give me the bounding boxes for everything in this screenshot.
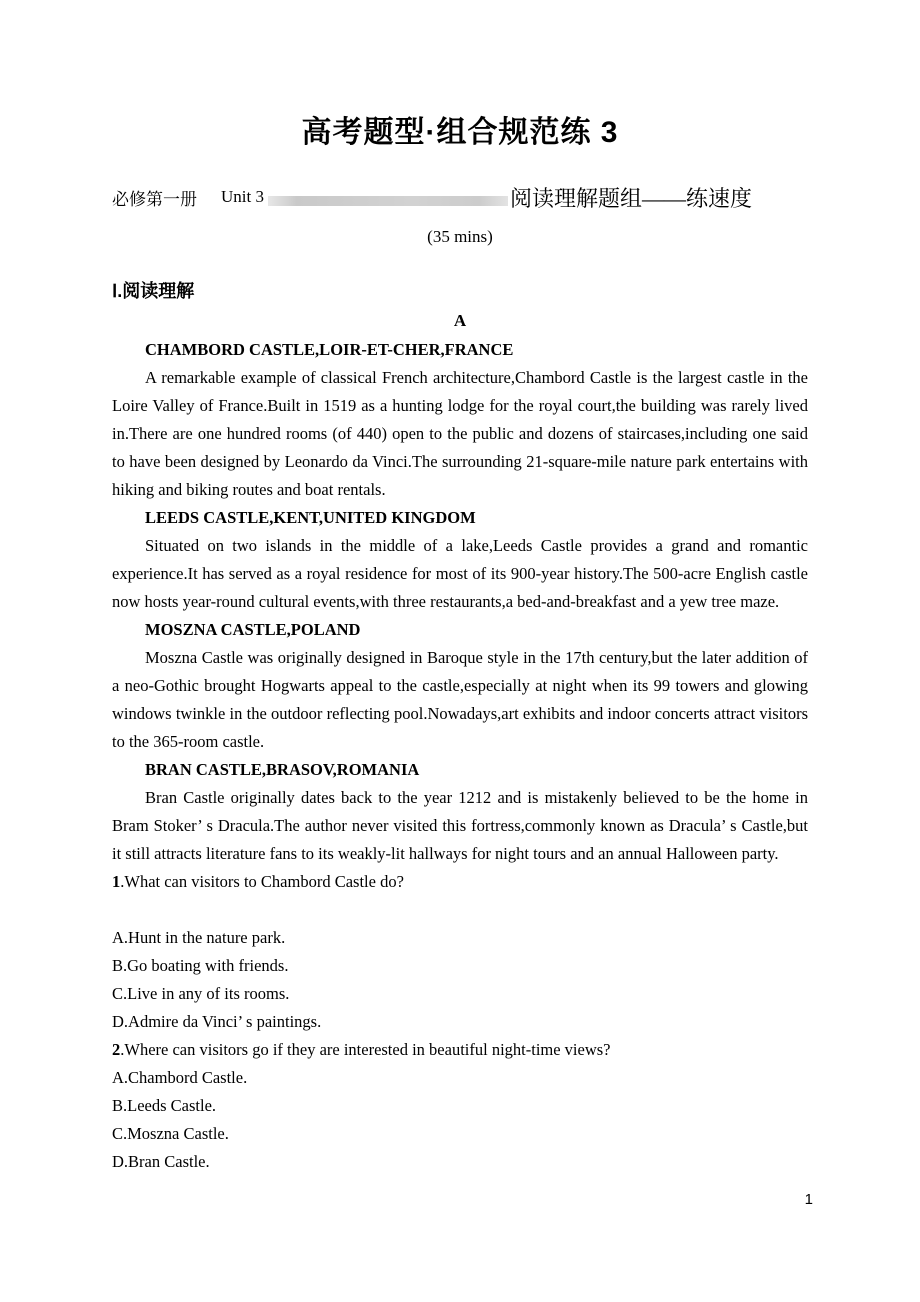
question-1 bbox=[112, 868, 808, 896]
passage-label: A bbox=[453, 311, 467, 330]
castle-paragraph-moszna: Moszna Castle was originally designed in Baroque style in the 17th century,but the later addition of a neo-Gothic brought Hogwarts appeal to the castle,especially at night when its 99 towers and glowing windows twinkle in the outdoor reflecting pool.Nowadays,art exhibits and indoor concerts attract visitors to the 365-room castle. bbox=[112, 648, 808, 751]
castle-heading-leeds: LEEDS CASTLE,KENT,UNITED KINGDOM bbox=[145, 508, 476, 527]
question-1-option-d: D.Admire da Vinci’ s paintings. bbox=[112, 1012, 322, 1031]
subheader-row bbox=[112, 180, 808, 214]
book-label: 必修第一册 bbox=[112, 189, 197, 209]
question-2-text: .Where can visitors go if they are interested in beautiful night-time views? bbox=[120, 1040, 611, 1059]
page-number: 1 bbox=[804, 1191, 813, 1208]
questions-section bbox=[112, 868, 808, 1176]
answer-gap bbox=[112, 896, 808, 924]
castle-heading-moszna: MOSZNA CASTLE,POLAND bbox=[145, 620, 361, 639]
section-title: 阅读理解题组——练速度 bbox=[509, 185, 752, 211]
question-2-option-b: B.Leeds Castle. bbox=[112, 1096, 217, 1115]
part-heading: Ⅰ.阅读理解 bbox=[112, 281, 195, 301]
question-2-number: 2 bbox=[112, 1040, 121, 1059]
question-2 bbox=[112, 1036, 808, 1064]
castle-heading-chambord: CHAMBORD CASTLE,LOIR-ET-CHER,FRANCE bbox=[145, 340, 514, 359]
duration-label: (35 mins) bbox=[427, 227, 493, 246]
unit-label: Unit 3 bbox=[221, 187, 264, 206]
divider-band bbox=[268, 196, 508, 206]
question-2-option-d: D.Bran Castle. bbox=[112, 1152, 210, 1171]
question-1-option-a: A.Hunt in the nature park. bbox=[112, 928, 286, 947]
question-2-option-a: A.Chambord Castle. bbox=[112, 1068, 248, 1087]
question-1-number: 1 bbox=[112, 872, 121, 891]
castle-paragraph-bran: Bran Castle originally dates back to the year 1212 and is mistakenly believed to be the home in Bram Stoker’ s Dracula.The author never visited this fortress,commonly known as Dracula’ s Castle,but it still attracts literature fans to its weakly-lit hallways for night tours and an annual Halloween party. bbox=[112, 788, 808, 863]
document-content bbox=[112, 0, 808, 1176]
castle-paragraph-leeds: Situated on two islands in the middle of a lake,Leeds Castle provides a grand and romantic experience.It has served as a royal residence for most of its 900-year history.The 500-acre English castle now hosts year-round cultural events,with three restaurants,a bed-and-breakfast and a yew tree maze. bbox=[112, 536, 808, 611]
document-title: 高考题型·组合规范练 3 bbox=[301, 116, 619, 149]
castle-paragraph-chambord: A remarkable example of classical French architecture,Chambord Castle is the largest castle in the Loire Valley of France.Built in 1519 as a hunting lodge for the royal court,the building was rarely lived in.There are one hundred rooms (of 440) open to the public and dozens of staircases,including one said to have been designed by Leonardo da Vinci.The surrounding 21-square-mile nature park entertains with hiking and biking routes and boat rentals. bbox=[112, 368, 808, 499]
question-1-text: .What can visitors to Chambord Castle do? bbox=[120, 872, 404, 891]
question-2-option-c: C.Moszna Castle. bbox=[112, 1124, 229, 1143]
question-1-option-c: C.Live in any of its rooms. bbox=[112, 984, 290, 1003]
reading-passage bbox=[112, 336, 808, 868]
castle-heading-bran: BRAN CASTLE,BRASOV,ROMANIA bbox=[145, 760, 420, 779]
question-1-option-b: B.Go boating with friends. bbox=[112, 956, 289, 975]
